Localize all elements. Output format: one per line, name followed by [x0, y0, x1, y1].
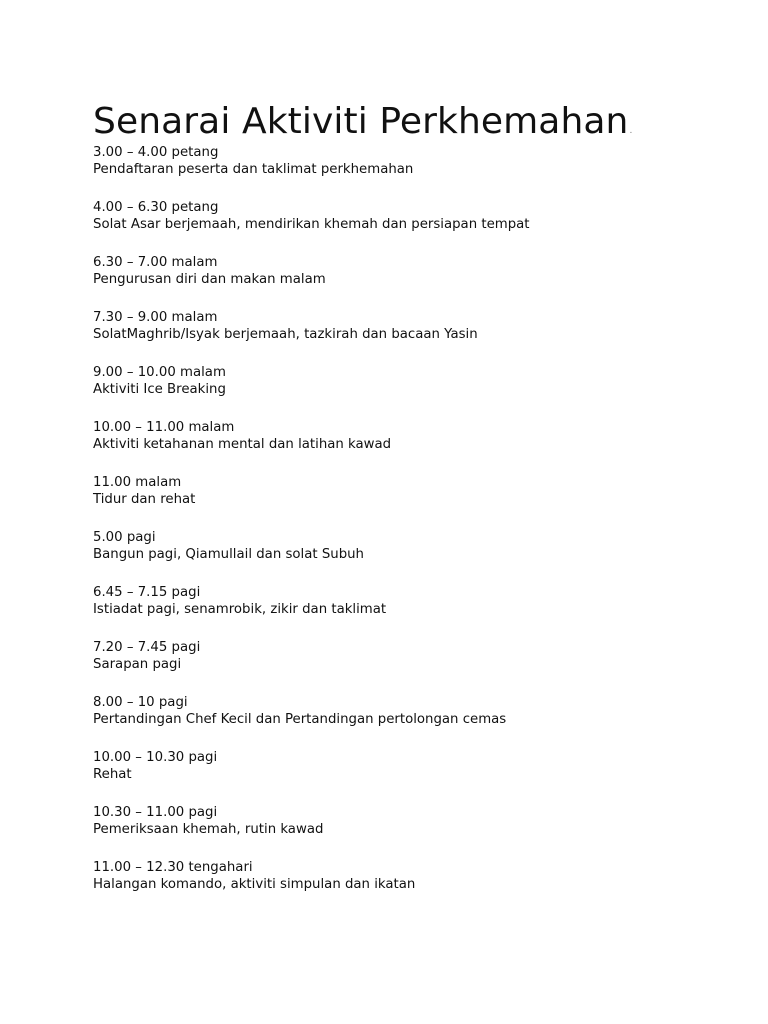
- schedule-entry: [93, 859, 733, 914]
- schedule-activity: Aktiviti Ice Breaking: [93, 382, 226, 397]
- schedule-activity: SolatMaghrib/Isyak berjemaah, tazkirah dan bacaan Yasin: [93, 327, 478, 342]
- schedule-time: 11.00 malam: [93, 475, 182, 490]
- schedule-entry: [93, 804, 733, 859]
- schedule-activity: Aktiviti ketahanan mental dan latihan kawad: [93, 437, 392, 452]
- schedule-activity: Pendaftaran peserta dan taklimat perkhemahan: [93, 162, 414, 177]
- schedule-activity: Sarapan pagi: [93, 657, 182, 672]
- activity-schedule: [93, 144, 733, 914]
- schedule-entry: [93, 474, 733, 529]
- schedule-entry: [93, 199, 733, 254]
- schedule-entry: [93, 529, 733, 584]
- document-page: [93, 100, 733, 914]
- schedule-time: 9.00 – 10.00 malam: [93, 365, 226, 380]
- schedule-time: 4.00 – 6.30 petang: [93, 200, 219, 215]
- schedule-time: 6.30 – 7.00 malam: [93, 255, 218, 270]
- schedule-time: 7.30 – 9.00 malam: [93, 310, 218, 325]
- schedule-activity: Istiadat pagi, senamrobik, zikir dan taklimat: [93, 602, 387, 617]
- schedule-entry: [93, 694, 733, 749]
- schedule-time: 6.45 – 7.15 pagi: [93, 585, 201, 600]
- schedule-time: 10.00 – 10.30 pagi: [93, 750, 218, 765]
- schedule-entry: [93, 309, 733, 364]
- schedule-activity: Tidur dan rehat: [93, 492, 196, 507]
- title-mark: .: [629, 126, 633, 136]
- page-title: Senarai Aktiviti Perkhemahan: [93, 101, 629, 142]
- schedule-activity: Halangan komando, aktiviti simpulan dan ikatan: [93, 877, 416, 892]
- schedule-entry: [93, 584, 733, 639]
- schedule-time: 8.00 – 10 pagi: [93, 695, 188, 710]
- title-row: [93, 100, 733, 144]
- schedule-time: 3.00 – 4.00 petang: [93, 145, 219, 160]
- schedule-time: 5.00 pagi: [93, 530, 156, 545]
- schedule-entry: [93, 749, 733, 804]
- schedule-entry: [93, 254, 733, 309]
- schedule-activity: Pengurusan diri dan makan malam: [93, 272, 326, 287]
- schedule-entry: [93, 144, 733, 199]
- schedule-activity: Rehat: [93, 767, 132, 782]
- schedule-time: 11.00 – 12.30 tengahari: [93, 860, 253, 875]
- schedule-time: 7.20 – 7.45 pagi: [93, 640, 201, 655]
- schedule-activity: Solat Asar berjemaah, mendirikan khemah dan persiapan tempat: [93, 217, 530, 232]
- schedule-activity: Bangun pagi, Qiamullail dan solat Subuh: [93, 547, 364, 562]
- schedule-activity: Pemeriksaan khemah, rutin kawad: [93, 822, 324, 837]
- schedule-time: 10.00 – 11.00 malam: [93, 420, 235, 435]
- schedule-activity: Pertandingan Chef Kecil dan Pertandingan pertolongan cemas: [93, 712, 507, 727]
- schedule-time: 10.30 – 11.00 pagi: [93, 805, 218, 820]
- schedule-entry: [93, 419, 733, 474]
- schedule-entry: [93, 364, 733, 419]
- schedule-entry: [93, 639, 733, 694]
